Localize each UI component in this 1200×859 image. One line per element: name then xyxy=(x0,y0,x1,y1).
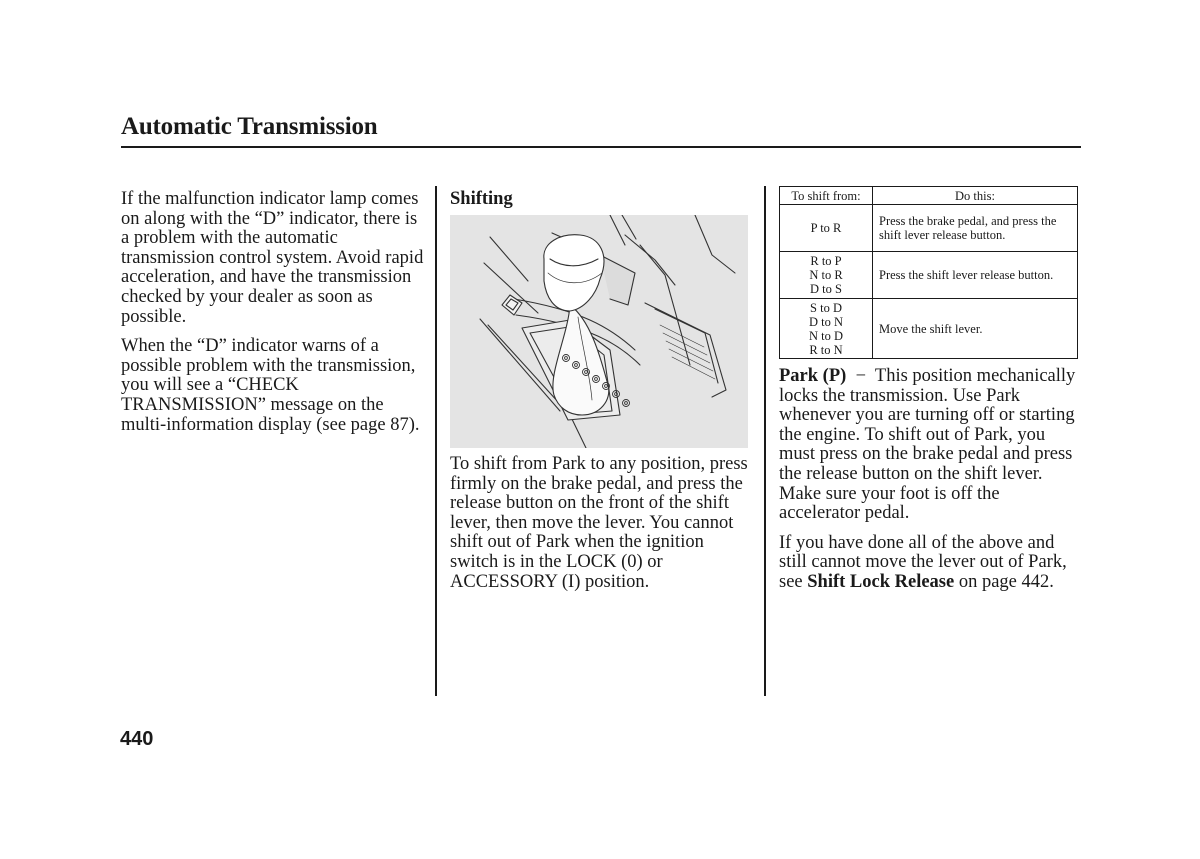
page-title: Automatic Transmission xyxy=(121,113,378,140)
left-column xyxy=(121,190,426,445)
park-text: This position mechanically locks the transmission. Use Park whenever you are turning off or starting the engine. To shift out of Park, you must press on the brake pedal and press the release button on the shift lever. Make sure your foot is off the accelerator pedal. xyxy=(779,366,1076,524)
mil-paragraph: If the malfunction indicator lamp comes on along with the “D” indicator, there is a problem with the automatic transmission control system. Avoid rapid acceleration, and have the transmission checked by your dealer as soon as possible. xyxy=(121,189,424,327)
park-paragraph xyxy=(779,367,1084,524)
shift-lock-text: If you have done all of the above and still cannot move the lever out of Park, see xyxy=(779,532,1067,592)
shift-from-cell xyxy=(780,299,873,359)
shift-do-cell: Press the shift lever release button. xyxy=(873,252,1078,299)
page-number: 440 xyxy=(120,728,154,750)
shift-table-row xyxy=(780,205,1078,252)
shift-from-item: N to R xyxy=(809,268,843,282)
shift-lock-paragraph xyxy=(779,534,1084,593)
shift-from-item: D to N xyxy=(808,314,844,329)
shift-lock-page-ref: on page 442. xyxy=(958,571,1054,592)
right-column xyxy=(779,367,1084,603)
shift-from-item: P to R xyxy=(810,221,842,235)
column-divider-right xyxy=(764,186,766,696)
shift-from-item: D to S xyxy=(810,282,842,296)
shifting-heading: Shifting xyxy=(450,189,513,209)
shift-do-cell: Move the shift lever. xyxy=(873,299,1078,359)
shift-table-header-row xyxy=(780,187,1078,205)
shift-from-cell xyxy=(780,205,873,252)
shift-from-item: R to N xyxy=(809,342,843,357)
shift-from-item: N to D xyxy=(808,328,844,343)
shifting-paragraph: To shift from Park to any position, press firmly on the brake pedal, and press the release button on the front of the shift lever, then move the lever. You cannot shift out of Park when the ignition switch is in the LOCK (0) or ACCESSORY (I) position. xyxy=(450,454,748,592)
shift-lever-illustration xyxy=(450,215,748,448)
shift-table-row xyxy=(780,299,1078,359)
shift-table xyxy=(779,186,1078,359)
shift-from-item: S to D xyxy=(810,300,842,315)
shift-do-cell: Press the brake pedal, and press the shift lever release button. xyxy=(873,205,1078,252)
shift-from-cell xyxy=(780,252,873,299)
shift-lock-release-link[interactable]: Shift Lock Release xyxy=(807,571,955,592)
shift-table-header-do: Do this: xyxy=(873,187,1078,205)
middle-column xyxy=(450,455,750,602)
shift-table-header-from: To shift from: xyxy=(780,187,873,205)
check-transmission-paragraph: When the “D” indicator warns of a possible problem with the transmission, you will see a “CHECK TRANSMISSION” message on the multi-information display (see page 87). xyxy=(121,336,420,435)
park-dash: − xyxy=(855,366,866,386)
title-rule xyxy=(121,146,1081,148)
shift-table-row xyxy=(780,252,1078,299)
shift-from-item: R to P xyxy=(810,254,842,268)
park-term: Park (P) xyxy=(779,366,847,386)
column-divider-left xyxy=(435,186,437,696)
